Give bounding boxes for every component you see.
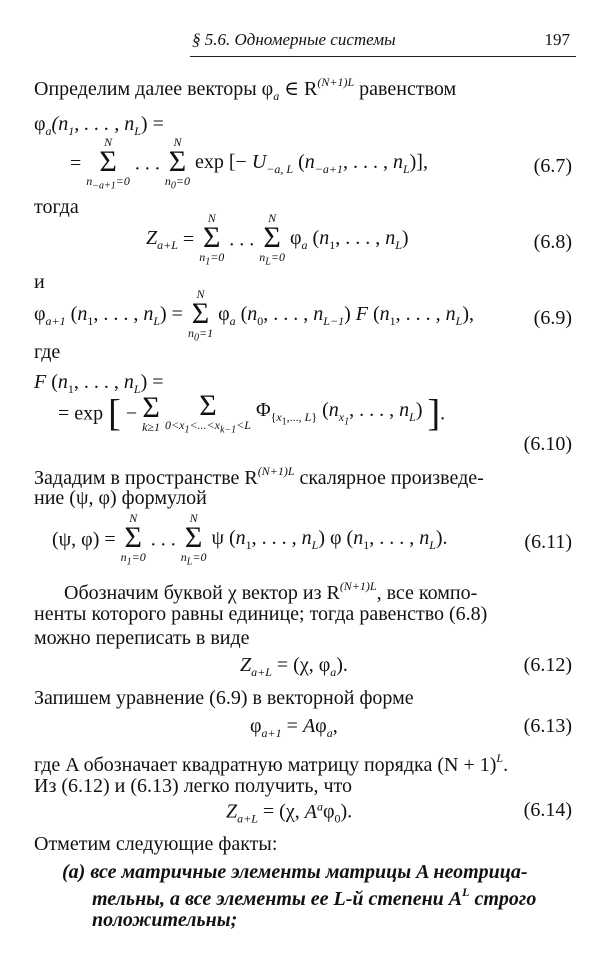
equation-number-6-8: (6.8) — [533, 231, 572, 253]
text-oboznachim-3: можно переписать в виде — [34, 627, 250, 649]
equation-6-10-lhs: F ($n_1$, . . . , $n_L$) = — [34, 371, 164, 396]
equation-6-14: $Z_{a+L} = (\chi$, $A^a\varphi_0$). — [226, 799, 353, 826]
text-formula: ние (ψ, φ) формулой — [34, 487, 207, 509]
text-i: и — [34, 271, 45, 293]
equation-number-6-11: (6.11) — [524, 531, 572, 553]
section-title: § 5.6. Одномерные системы — [192, 30, 396, 49]
list-item-a-line-1: (а) все матричные элементы матрицы A неотрица- — [62, 861, 528, 883]
list-item-a-line-3: положительны; — [92, 909, 238, 931]
equation-6-8: $Z_{a+L}$ = N Σ $n_1=0$ . . . N Σ $n_L=0$ $\varphi_a$ ($n_1$, . . . , $n_L$) — [146, 211, 409, 268]
text-togda: тогда — [34, 196, 79, 218]
list-item-a-line-2: тельны, а все элементы ее L-й степени $A^L$ строго — [92, 885, 537, 910]
equation-6-12: $Z_{a+L} = (\chi$, $\varphi_a$). — [240, 654, 348, 679]
text-oboznachim-2: ненты которого равны единице; тогда равенство (6.8) — [34, 603, 488, 625]
equation-6-9: $\varphi_{a+1}$ ($n_1$, . . . , $n_L$) = N Σ $n_0=1$ $\varphi_a$ ($n_0$, . . . , $n_{L-1}$) F ($n_1$, . . . , $n_L$), — [34, 287, 474, 344]
page-number: 197 — [544, 30, 570, 49]
equation-6-11: (ψ, φ) = N Σ $n_1=0$ . . . N Σ $n_L=0$ ψ ($n_1$, . . . , $n_L$) φ ($n_1$, . . . , $n_L$). — [52, 511, 448, 568]
equation-number-6-14: (6.14) — [523, 799, 572, 821]
equation-6-13: $\varphi_{a+1} = A\varphi_a$, — [250, 715, 338, 740]
text-gde-a-1: где A обозначает квадратную матрицу порядка $(N + 1)^L$. — [34, 751, 509, 776]
equation-6-10: = exp [ − Σ k≥1 Σ $0<x_1<...<x_{k-1}<L$ $\Phi_{\{x_1,..., L\}}$ ($n_{x_1}$, . . . , $n_L$) ]. — [58, 389, 446, 436]
equation-number-6-7: (6.7) — [533, 155, 572, 177]
equation-number-6-9: (6.9) — [533, 307, 572, 329]
equation-6-7: = N Σ $n_{-a+1}=0$ . . . N Σ $n_0=0$ exp [− $U_{-a, L}$ ($n_{-a+1}$, . . . , $n_L$)], — [70, 135, 428, 192]
text-otmetim: Отметим следующие факты: — [34, 833, 278, 855]
equation-number-6-13: (6.13) — [523, 715, 572, 737]
text-oboznachim-1: Обозначим буквой χ вектор из $R^{(N+1)L}$, все компо- — [64, 579, 478, 604]
text-zapishem: Запишем уравнение (6.9) в векторной форме — [34, 687, 414, 709]
text-gde-a-2: Из (6.12) и (6.13) легко получить, что — [34, 775, 353, 797]
text-zadadim: Зададим в пространстве $R^{(N+1)L}$ скалярное произведе- — [34, 464, 484, 489]
text-line-2: $\varphi_a(n_1$, . . . , $n_L$) = — [34, 113, 164, 138]
running-header — [190, 28, 576, 57]
equation-number-6-10: (6.10) — [523, 433, 572, 455]
text-line-1: Определим далее векторы $\varphi_a$ ∈ $R^{(N+1)L}$ равенством — [34, 75, 457, 103]
text-gde: где — [34, 341, 61, 363]
equation-number-6-12: (6.12) — [523, 654, 572, 676]
